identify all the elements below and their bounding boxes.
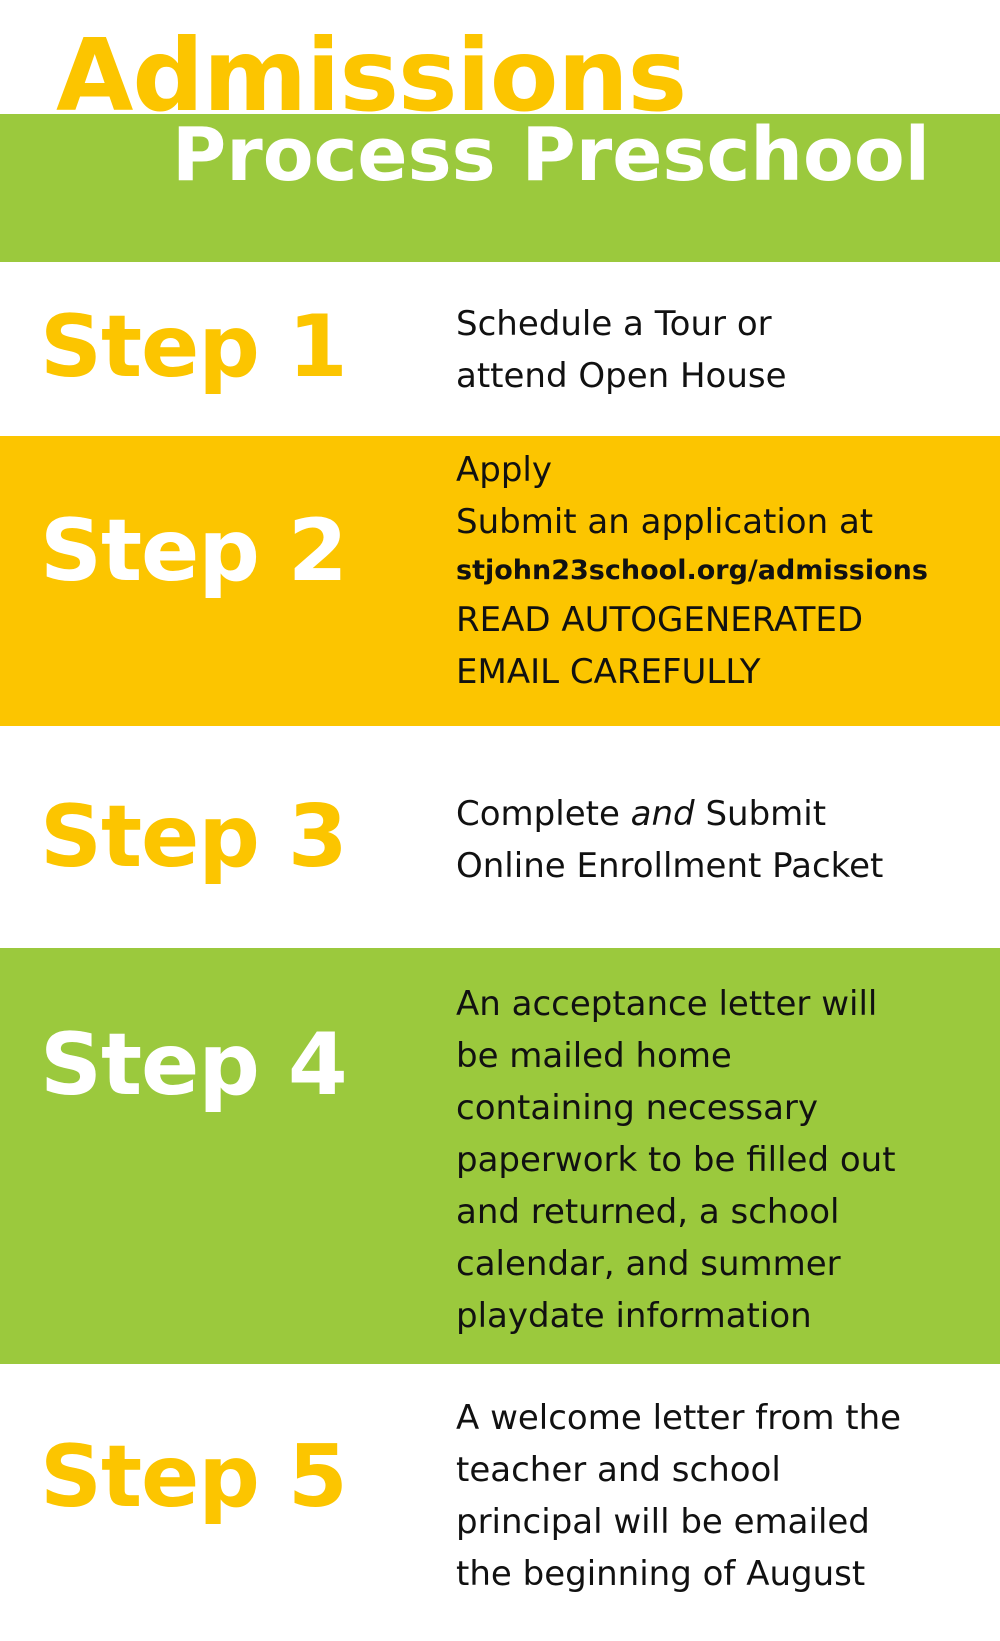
- step-3-text: [456, 788, 986, 892]
- step-5-text: [456, 1392, 986, 1600]
- step-2-notice: EMAIL CAREFULLY: [456, 652, 761, 692]
- step-5-text-line: A welcome letter from the: [456, 1398, 902, 1438]
- step-5-text-line: the beginning of August: [456, 1554, 866, 1594]
- admissions-url-link[interactable]: stjohn23school.org/admissions: [456, 555, 928, 586]
- step-2-notice: READ AUTOGENERATED: [456, 600, 864, 640]
- step-2-label: Step 2: [40, 501, 347, 601]
- step-4-text-line: and returned, a school: [456, 1192, 840, 1232]
- step-2-row: [0, 436, 1000, 726]
- step-3-and: and: [630, 794, 695, 834]
- step-4-text-line: An acceptance letter will: [456, 984, 878, 1024]
- step-4-text: [456, 978, 986, 1342]
- step-4-row: [0, 948, 1000, 1364]
- step-4-text-line: playdate information: [456, 1296, 812, 1336]
- step-5-label: Step 5: [40, 1427, 347, 1527]
- step-1-label: Step 1: [40, 297, 347, 397]
- step-5-row: [0, 1364, 1000, 1641]
- page-title: Admissions: [56, 17, 687, 134]
- step-3-row: [0, 726, 1000, 948]
- step-3-submit: Submit: [694, 794, 827, 834]
- step-3-text-line: [456, 788, 986, 840]
- step-5-text-line: teacher and school: [456, 1450, 781, 1490]
- step-2-apply: Apply: [456, 450, 552, 490]
- step-4-text-line: paperwork to be filled out: [456, 1140, 896, 1180]
- step-4-text-line: calendar, and summer: [456, 1244, 841, 1284]
- step-5-text-line: principal will be emailed: [456, 1502, 870, 1542]
- step-4-text-line: containing necessary: [456, 1088, 819, 1128]
- step-1-text-line: attend Open House: [456, 356, 787, 396]
- step-1-text: [456, 298, 986, 402]
- step-4-text-line: be mailed home: [456, 1036, 732, 1076]
- step-1-text-line: Schedule a Tour or: [456, 304, 772, 344]
- step-2-text: [456, 444, 986, 698]
- step-1-row: [0, 262, 1000, 436]
- step-2-submit: Submit an application at: [456, 502, 874, 542]
- step-3-text-line: Online Enrollment Packet: [456, 846, 884, 886]
- page-subtitle: Process Preschool: [172, 112, 931, 198]
- step-3-complete: Complete: [456, 794, 631, 834]
- step-3-label: Step 3: [40, 787, 347, 887]
- step-4-label: Step 4: [40, 1015, 347, 1115]
